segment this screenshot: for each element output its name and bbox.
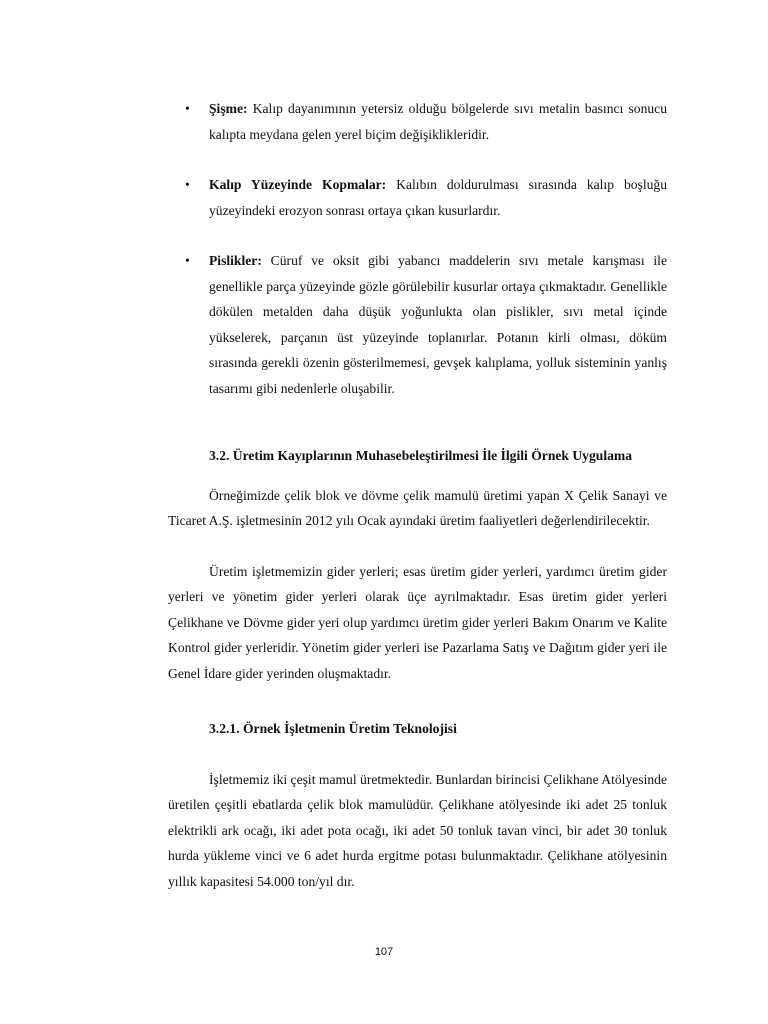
- page-number: 107: [374, 946, 394, 958]
- definition-kalip-kopmalar: Kalıbın doldurulması sırasında kalıp boşluğu yüzeyindeki erozyon sonrası ortaya çıkan kusurlardır.: [209, 177, 667, 218]
- bullet-icon: •: [185, 253, 190, 268]
- paragraph-technology: İşletmemiz iki çeşit mamul üretmektedir. Bunlardan birincisi Çelikhane Atölyesinde üretilen çeşitli ebatlarda çelik blok mamulüdür. Çelikhane atölyesinde iki adet 25 tonluk elektrikli ark ocağı, iki adet pota ocağı, iki adet 50 tonluk tavan vinci, bir adet 30 tonluk hurda yükleme vinci ve 6 adet hurda ergitme potası bulunmaktadır. Çelikhane atölyesinin yıllık kapasitesi 54.000 ton/yıl dır.: [168, 771, 667, 889]
- term-pislikler: Pislikler:: [209, 253, 262, 268]
- document-page: [168, 96, 667, 894]
- section-heading: 3.2. Üretim Kayıplarının Muhasebeleştirilmesi İle İlgili Örnek Uygulama: [209, 448, 633, 463]
- list-item-sisme: [168, 96, 667, 147]
- defect-list: [168, 96, 667, 401]
- term-sisme: Şişme:: [209, 101, 248, 116]
- subsection-heading: 3.2.1. Örnek İşletmenin Üretim Teknolojisi: [209, 721, 457, 736]
- list-item-kalip-kopmalar: [168, 172, 667, 223]
- definition-sisme: Kalıp dayanımının yetersiz olduğu bölgelerde sıvı metalin basıncı sonucu kalıpta meydana gelen yerel biçim değişiklikleridir.: [209, 101, 667, 142]
- list-item-pislikler: [168, 248, 667, 401]
- term-kalip-kopmalar: Kalıp Yüzeyinde Kopmalar:: [209, 177, 387, 192]
- definition-pislikler: Cüruf ve oksit gibi yabancı maddelerin sıvı metale karışması ile genellikle parça yüzeyinde gözle görülebilir kusurlar ortaya çıkmaktadır. Genellikle dökülen metalden daha düşük yoğunlukta olan pislikler, sıvı metal içinde yükselerek, parçanın üst yüzeyinde toplanırlar. Potanın kirli olması, döküm sırasında gerekli özenin gösterilmemesi, gevşek kalıplama, yolluk sisteminin yanlış tasarımı gibi nedenlerle oluşabilir.: [209, 253, 667, 396]
- paragraph-cost-centers: Üretim işletmemizin gider yerleri; esas üretim gider yerleri, yardımcı üretim gider yerleri ve yönetim gider yerleri olarak üçe ayrılmaktadır. Esas üretim gider yerleri Çelikhane ve Dövme gider yeri olup yardımcı üretim gider yerleri Bakım Onarım ve Kalite Kontrol gider yerleridir. Yönetim gider yerleri ise Pazarlama Satış ve Dağıtım gider yeri ile Genel İdare gider yerinden oluşmaktadır.: [168, 563, 667, 681]
- paragraph-intro: Örneğimizde çelik blok ve dövme çelik mamulü üretimi yapan X Çelik Sanayi ve Ticaret A.Ş. işletmesinin 2012 yılı Ocak ayındaki üretim faaliyetleri değerlendirilecektir.: [168, 487, 667, 528]
- bullet-icon: •: [185, 101, 190, 116]
- bullet-icon: •: [185, 177, 190, 192]
